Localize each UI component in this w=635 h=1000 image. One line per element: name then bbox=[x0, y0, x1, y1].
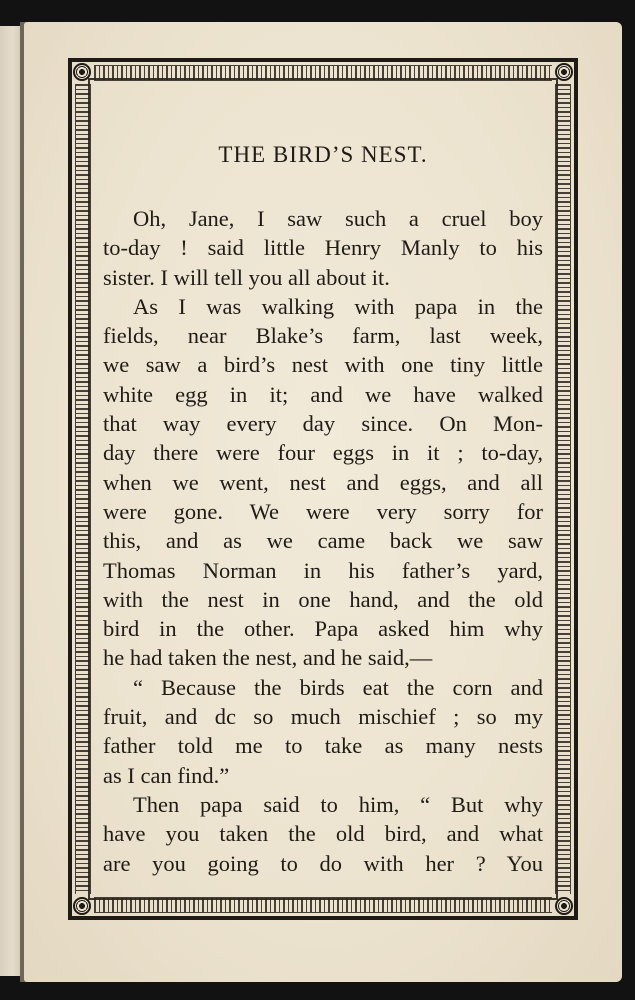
text-line: to-day ! said little Henry Manly to his bbox=[103, 235, 543, 261]
border-band-left bbox=[75, 84, 91, 894]
text-line: as I can find.” bbox=[103, 762, 230, 788]
border-corner-ornament bbox=[555, 897, 573, 915]
text-line: father told me to take as many nests bbox=[103, 733, 543, 759]
text-line: bird in the other. Papa asked him why bbox=[103, 616, 543, 642]
text-line: Thomas Norman in his father’s yard, bbox=[103, 557, 543, 583]
text-line: we saw a bird’s nest with one tiny little bbox=[103, 352, 543, 378]
text-line: he had taken the nest, and he said,— bbox=[103, 645, 433, 671]
text-line: when we went, nest and eggs, and all bbox=[103, 469, 543, 495]
text-line: this, and as we came back we saw bbox=[103, 528, 543, 554]
text-line: sister. I will tell you all about it. bbox=[103, 264, 390, 290]
text-line: day there were four eggs in it ; to-day, bbox=[103, 440, 543, 466]
border-band-top bbox=[94, 65, 552, 81]
text-line: Oh, Jane, I saw such a cruel boy bbox=[133, 206, 543, 231]
border-corner-ornament bbox=[73, 897, 91, 915]
facing-page-edge bbox=[0, 26, 22, 976]
text-line: Then papa said to him, “ But why bbox=[133, 791, 543, 817]
page-title: THE BIRD’S NEST. bbox=[218, 142, 428, 167]
border-band-right bbox=[555, 84, 571, 894]
text-line: “ Because the birds eat the corn and bbox=[133, 674, 543, 700]
border-band-bottom bbox=[94, 897, 552, 913]
text-line: that way every day since. On Mon- bbox=[103, 411, 543, 437]
text-line: are you going to do with her ? You bbox=[103, 850, 543, 876]
text-line: fruit, and dc so much mischief ; so my bbox=[103, 704, 543, 730]
border-corner-ornament bbox=[555, 63, 573, 81]
text-line: with the nest in one hand, and the old bbox=[103, 586, 543, 612]
page-text bbox=[103, 140, 543, 878]
text-line: fields, near Blake’s farm, last week, bbox=[103, 323, 543, 349]
text-line: were gone. We were very sorry for bbox=[103, 498, 543, 524]
text-line: white egg in it; and we have walked bbox=[103, 381, 543, 407]
text-line: have you taken the old bird, and what bbox=[103, 821, 543, 847]
border-corner-ornament bbox=[73, 63, 91, 81]
text-line: As I was walking with papa in the bbox=[133, 293, 543, 319]
